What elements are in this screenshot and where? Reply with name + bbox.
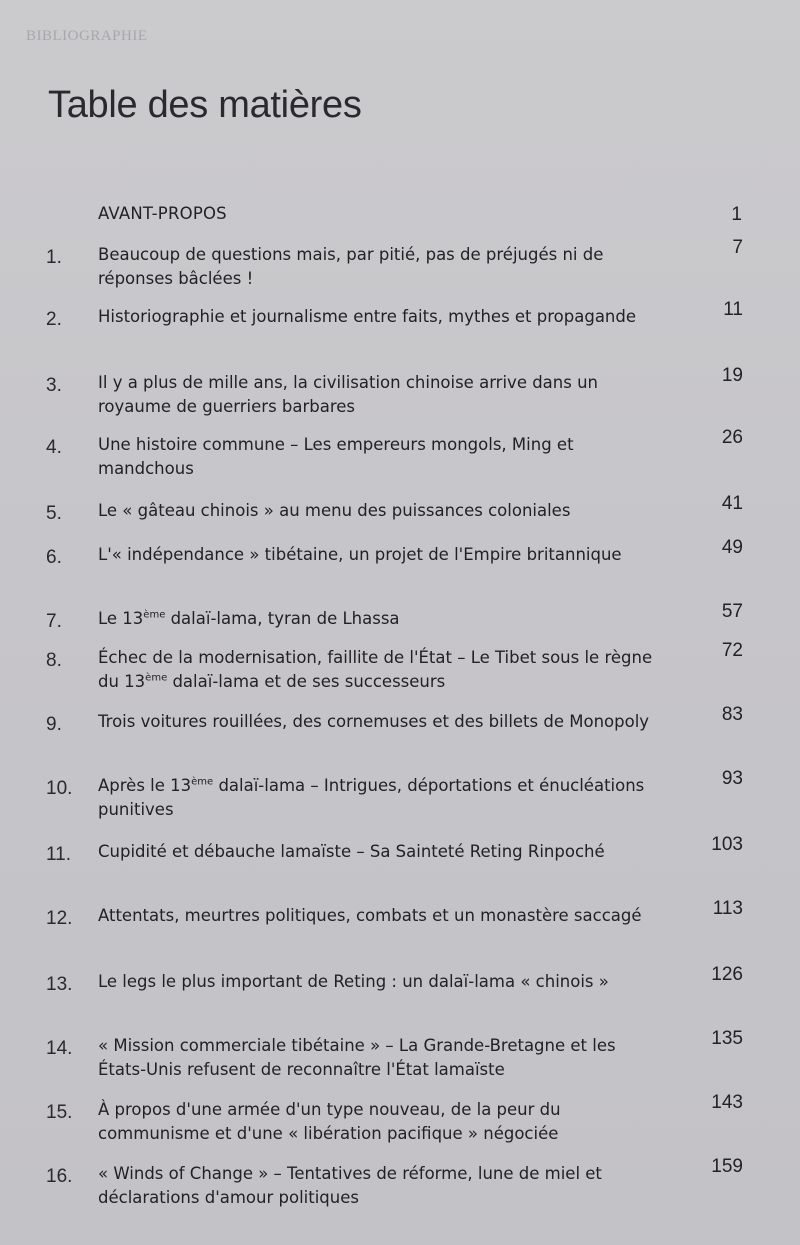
chapter-page-number: 72 (721, 640, 743, 661)
chapter-number: 2. (46, 309, 62, 330)
ordinal-suffix: ème (145, 672, 168, 684)
chapter-page-number: 126 (711, 964, 743, 985)
chapter-title-part: Il y a plus de mille ans, la civilisation chinoise arrive dans un royaume de guerriers barbares (98, 373, 599, 416)
chapter-page-number: 19 (721, 365, 743, 386)
chapter-number: 8. (46, 650, 62, 671)
chapter-page-number: 93 (721, 768, 743, 789)
chapter-title-part: Beaucoup de questions mais, par pitié, pas de préjugés ni de réponses bâclées ! (98, 245, 604, 288)
chapter-page-number: 26 (721, 427, 743, 448)
chapter-title (98, 774, 658, 822)
chapter-title-part: dalaï-lama – Intrigues, déportations et énucléations punitives (98, 776, 645, 819)
chapter-title (98, 607, 658, 631)
chapter-page-number: 83 (721, 704, 743, 725)
chapter-title (98, 543, 658, 567)
chapter-number: 3. (46, 375, 62, 396)
chapter-page-number: 11 (723, 299, 743, 320)
chapter-title-part: Le 13 (98, 609, 144, 628)
running-head: BIBLIOGRAPHIE (26, 28, 148, 44)
chapter-number: 4. (46, 437, 62, 458)
chapter-number: 15. (46, 1102, 73, 1123)
chapter-page-number: 57 (721, 601, 743, 622)
chapter-title (98, 1034, 658, 1082)
chapter-title-part: dalaï-lama et de ses successeurs (167, 672, 446, 691)
chapter-title-part: Échec de la modernisation, faillite de l'État – Le Tibet sous le règne du 13 (98, 648, 653, 691)
chapter-page-number: 103 (711, 834, 743, 855)
ordinal-suffix: ème (143, 609, 166, 621)
chapter-number: 11. (46, 844, 72, 865)
chapter-number: 5. (46, 503, 62, 524)
chapter-title-part: Une histoire commune – Les empereurs mongols, Ming et mandchous (98, 435, 574, 478)
chapter-number: 16. (46, 1166, 73, 1187)
chapter-number: 14. (46, 1038, 73, 1059)
chapter-number: 13. (46, 974, 73, 995)
chapter-title-part: « Winds of Change » – Tentatives de réforme, lune de miel et déclarations d'amour politiques (98, 1164, 602, 1207)
foreword-page-number: 1 (731, 204, 742, 225)
chapter-title-part: Attentats, meurtres politiques, combats et un monastère saccagé (98, 906, 642, 925)
chapter-title (98, 1162, 658, 1210)
chapter-page-number: 143 (711, 1092, 743, 1113)
chapter-title (98, 1098, 658, 1146)
chapter-title-part: À propos d'une armée d'un type nouveau, de la peur du communisme et d'une « libération pacifique » négociée (98, 1100, 561, 1143)
chapter-title (98, 499, 658, 523)
chapter-page-number: 7 (732, 237, 743, 258)
chapter-page-number: 135 (711, 1028, 743, 1049)
chapter-title-part: Historiographie et journalisme entre faits, mythes et propagande (98, 307, 637, 326)
chapter-number: 9. (46, 714, 62, 735)
chapter-title (98, 433, 658, 481)
chapter-title-part: Trois voitures rouillées, des cornemuses et des billets de Monopoly (98, 712, 650, 731)
ordinal-suffix: ème (191, 776, 214, 788)
foreword-label: AVANT-PROPOS (98, 204, 227, 223)
chapter-number: 1. (46, 247, 62, 268)
chapter-title (98, 305, 658, 329)
chapter-page-number: 159 (711, 1156, 743, 1177)
toc-foreword (98, 204, 742, 230)
chapter-title-part: Cupidité et débauche lamaïste – Sa Sainteté Reting Rinpoché (98, 842, 605, 861)
chapter-title (98, 840, 658, 864)
chapter-title-part: « Mission commerciale tibétaine » – La Grande-Bretagne et les États-Unis refusent de reconnaître l'État lamaïste (98, 1036, 616, 1079)
chapter-number: 6. (46, 547, 62, 568)
chapter-title (98, 243, 658, 291)
chapter-title (98, 371, 658, 419)
chapter-title (98, 710, 658, 734)
chapter-title (98, 646, 658, 694)
chapter-number: 12. (46, 908, 73, 929)
chapter-title-part: dalaï-lama, tyran de Lhassa (165, 609, 400, 628)
chapter-title-part: L'« indépendance » tibétaine, un projet de l'Empire britannique (98, 545, 622, 564)
chapter-title (98, 970, 658, 994)
chapter-page-number: 113 (712, 898, 743, 919)
chapter-number: 7. (46, 611, 62, 632)
chapter-title (98, 904, 658, 928)
chapter-title-part: Le legs le plus important de Reting : un dalaï-lama « chinois » (98, 972, 609, 991)
chapter-title-part: Le « gâteau chinois » au menu des puissances coloniales (98, 501, 571, 520)
page-title: Table des matières (48, 84, 362, 126)
chapter-page-number: 49 (721, 537, 743, 558)
chapter-number: 10. (46, 778, 73, 799)
chapter-title-part: Après le 13 (98, 776, 192, 795)
chapter-page-number: 41 (721, 493, 743, 514)
